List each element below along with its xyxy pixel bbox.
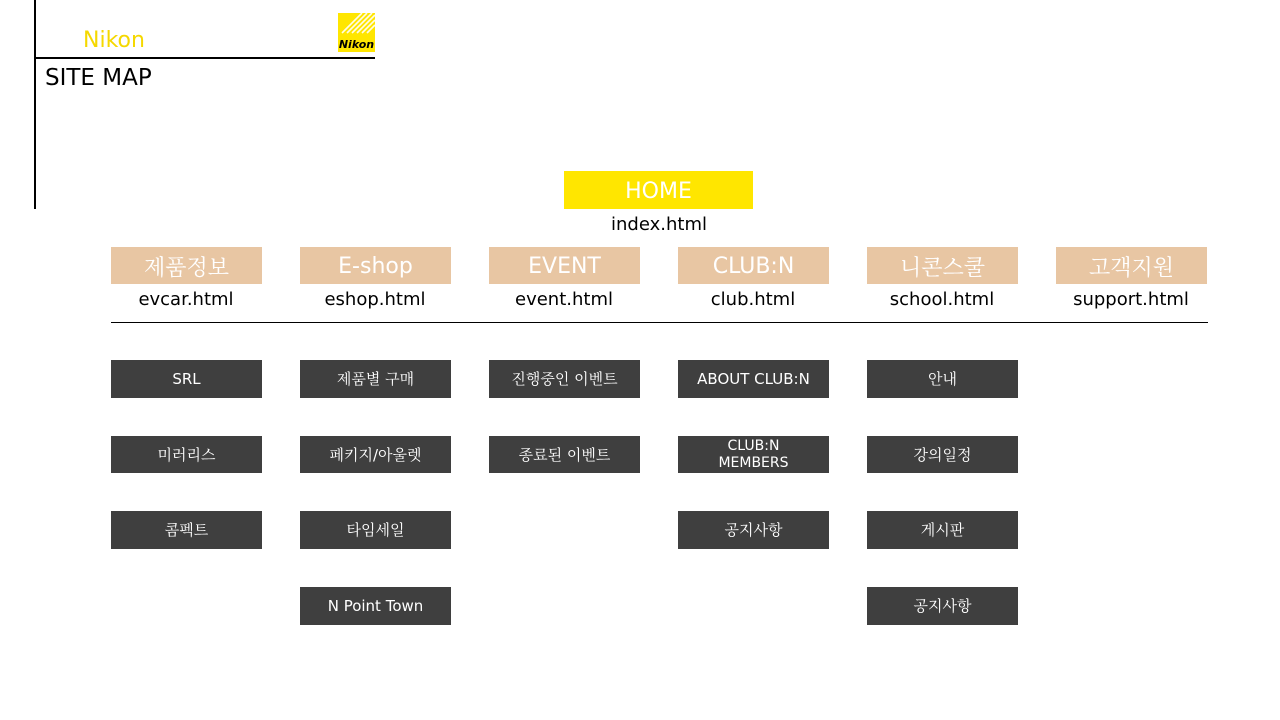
subpage-item[interactable]: 미러리스 xyxy=(111,436,262,473)
category-file: evcar.html xyxy=(138,289,234,310)
subpage-item[interactable]: 콤펙트 xyxy=(111,511,262,549)
subpage-item[interactable]: N Point Town xyxy=(300,587,451,625)
subpage-item[interactable]: 공지사항 xyxy=(678,511,829,549)
logo-text: Nikon xyxy=(338,38,375,51)
category-support[interactable]: 고객지원 xyxy=(1056,247,1207,284)
subpage-item[interactable]: 제품별 구매 xyxy=(300,360,451,398)
home-node[interactable]: HOME xyxy=(564,171,753,209)
category-file: club.html xyxy=(710,289,796,310)
subpage-item[interactable]: 게시판 xyxy=(867,511,1018,549)
category-eshop[interactable]: E-shop xyxy=(300,247,451,284)
category-file: eshop.html xyxy=(324,289,426,310)
divider xyxy=(111,322,1208,323)
header-rule xyxy=(34,57,375,59)
subpage-item[interactable]: 강의일정 xyxy=(867,436,1018,473)
category-products[interactable]: 제품정보 xyxy=(111,247,262,284)
page-title: SITE MAP xyxy=(45,65,152,91)
category-file: support.html xyxy=(1073,289,1189,310)
subpage-item[interactable]: 페키지/아울렛 xyxy=(300,436,451,473)
subpage-item[interactable]: 진행중인 이벤트 xyxy=(489,360,640,398)
category-event[interactable]: EVENT xyxy=(489,247,640,284)
category-club[interactable]: CLUB:N xyxy=(678,247,829,284)
vertical-rule xyxy=(34,0,36,209)
subpage-item[interactable]: 타임세일 xyxy=(300,511,451,549)
category-file: event.html xyxy=(515,289,613,310)
category-file: school.html xyxy=(889,289,995,310)
subpage-item[interactable]: 종료된 이벤트 xyxy=(489,436,640,473)
category-school[interactable]: 니콘스쿨 xyxy=(867,247,1018,284)
home-file: index.html xyxy=(611,214,707,235)
subpage-item[interactable]: ABOUT CLUB:N xyxy=(678,360,829,398)
subpage-item[interactable]: CLUB:N MEMBERS xyxy=(678,436,829,473)
subpage-item[interactable]: SRL xyxy=(111,360,262,398)
brand-name: Nikon xyxy=(83,28,145,53)
nikon-logo-icon xyxy=(338,13,375,52)
subpage-item[interactable]: 공지사항 xyxy=(867,587,1018,625)
subpage-item[interactable]: 안내 xyxy=(867,360,1018,398)
